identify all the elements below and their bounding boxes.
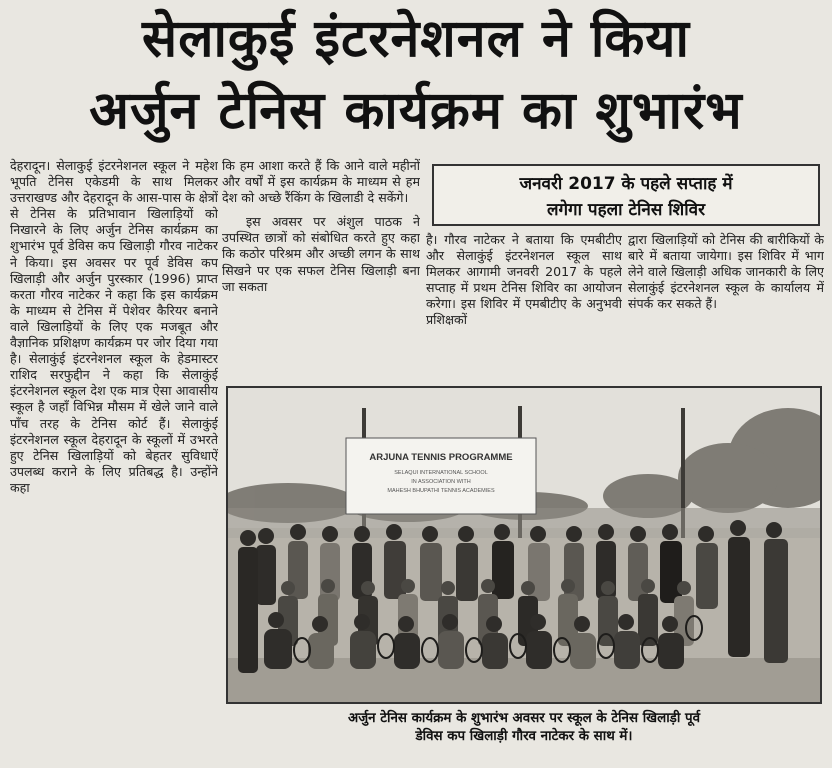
article-column-4 [628, 232, 824, 382]
group-photo [226, 386, 822, 704]
subheadline-box [432, 164, 820, 226]
article-column-2 [222, 158, 420, 378]
article-paragraph: देहरादून। सेलाकुई इंटरनेशनल स्कूल ने महेश भूपति टेनिस एकेडमी के साथ मिलकर उत्तराखण्ड और देहरादून के आस-पास के क्षेत्रों से टेनिस के प्रतिभावान खिलाड़ियों को निखारने के लिए अर्जुन टेनिस कार्यक्रम का शुभारंभ पूर्व डेविस कप खिलाड़ी गौरव नाटेकर ने किया। इस अवसर पर पूर्व डेविस कप खिलाड़ी और अर्जुन पुरस्कार (1996) प्राप्त करता गौरव नाटेकर ने कहा कि इस कार्यक्रम के माध्यम से टेनिस में पेशेवर कैरियर बनाने वाले खिलाड़ियों के लिए एक मजबूत और वैज्ञानिक प्रशिक्षण कार्यक्रम पर जोर दिया गया है। सेलाकुंई इंटरनेशनल स्कूल के हेडमास्टर राशिद सरफुद्दीन ने कहा कि सेलाकुंई इंटरनेशनल स्कूल देश एक मात्र ऐसा आवासीय स्कूल है जहाँ विभिन्न मौसम में खेले जाने वाले पाँच तरह के टेनिस कोर्ट हैं। सेलाकुंई इंटरनेशनल स्कूल देहरादून के स्कूलों में उभरते हुए टेनिस खिलाड़ियों को बेहतर सुविधाऐं उपलब्ध कराने के लिए प्रतिबद्ध है। उन्होंने कहा [10, 158, 218, 495]
caption-line-2: डेविस कप खिलाड़ी गौरव नाटेकर के साथ में। [415, 729, 633, 744]
subheadline-line-1: जनवरी 2017 के पहले सप्ताह में [519, 174, 733, 194]
article-paragraph: द्वारा खिलाड़ियों को टेनिस की बारीकियों के बारे में बताया जायेगा। इस शिविर में भाग लेने वाले खिलाड़ी अधिक जानकारी के लिए सेलाकुंई इंटरनेशनल स्कूल के कार्यालय में संपर्क कर सकते हैं। [628, 232, 824, 312]
headline-line-1: सेलाकुई इंटरनेशनल ने किया [142, 9, 690, 69]
article-column-3 [426, 232, 622, 382]
article-paragraph: है। गौरव नाटेकर ने बताया कि एमबीटीए और सेलाकुंई इंटरनेशनल स्कूल साथ मिलकर आगामी जनवरी 2017 के पहले सप्ताह में प्रथम टेनिस शिविर का आयोजन करेगा। इस शिविर में एमबीटीए के अनुभवी प्रशिक्षकों [426, 232, 622, 328]
headline-line-2: अर्जुन टेनिस कार्यक्रम का शुभारंभ [89, 81, 743, 141]
group-photo-illustration [228, 388, 820, 702]
photo-caption [226, 706, 822, 762]
caption-line-1: अर्जुन टेनिस कार्यक्रम के शुभारंभ अवसर पर स्कूल के टेनिस खिलाड़ी पूर्व [347, 711, 701, 726]
article-column-1 [10, 158, 218, 758]
banner-title: ARJUNA TENNIS PROGRAMME [369, 452, 513, 463]
subheadline-line-2: लगेगा पहला टेनिस शिविर [546, 200, 706, 220]
article-paragraph: इस अवसर पर अंशुल पाठक ने उपस्थित छात्रों को संबोधित करते हुए कहा कि कठोर परिश्रम और अच्छी लगन के साथ सिखने पर एक सफल टेनिस खिलाड़ी बना जा सकता [222, 214, 420, 294]
banner-line-3: IN ASSOCIATION WITH [411, 479, 471, 485]
headline [0, 0, 832, 150]
banner-line-4: MAHESH BHUPATHI TENNIS ACADEMIES [387, 488, 495, 494]
banner-line-2: SELAQUI INTERNATIONAL SCHOOL [394, 470, 488, 476]
article-paragraph: कि हम आशा करते हैं कि आने वाले महीनों और वर्षों में इस कार्यक्रम के माध्यम से हम देश को अच्छे रैंकिंग के खिलाडी दे सकेंगे। [222, 158, 420, 206]
